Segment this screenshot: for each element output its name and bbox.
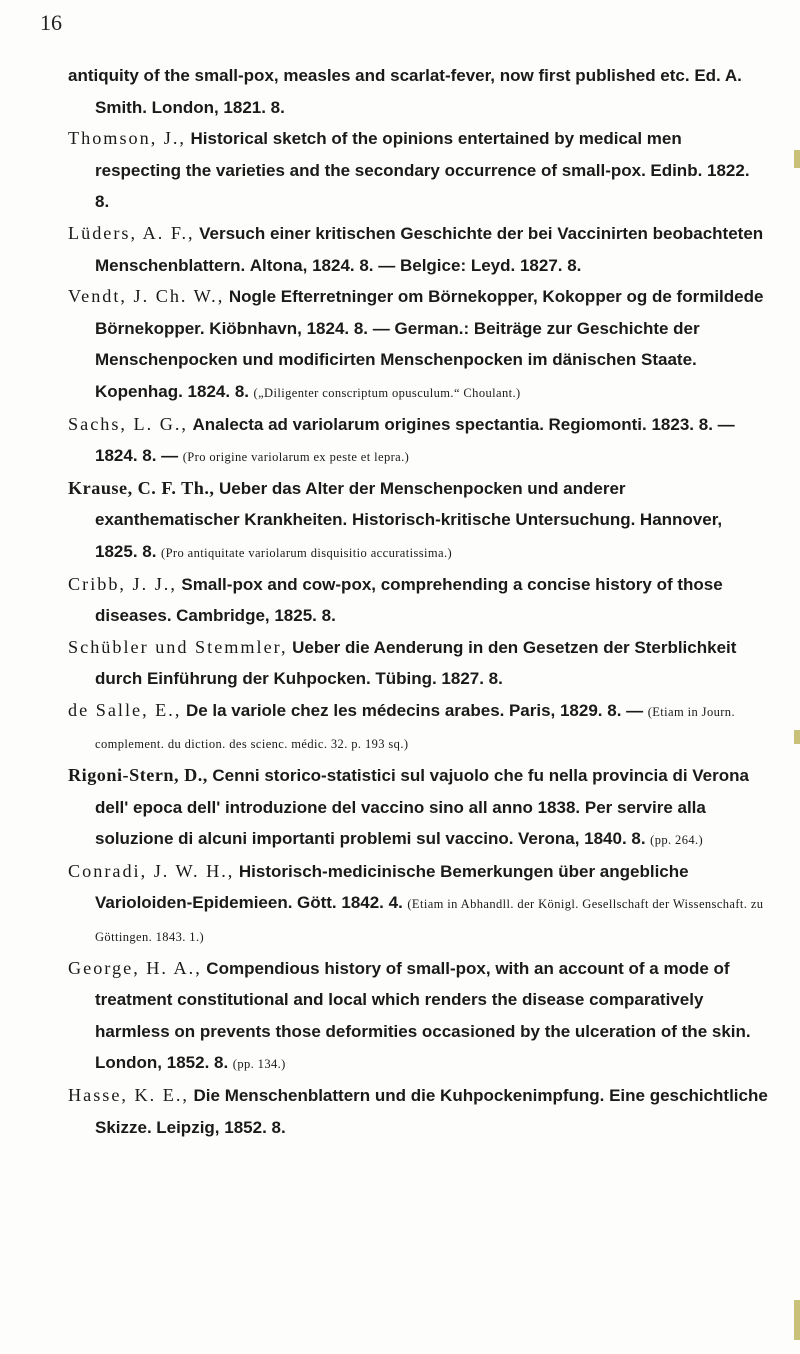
entry-author: Schübler und Stemmler, [68,636,288,657]
entry-title: Compendious history of small-pox, with an account of a mode of treatment constitutional and local which renders the disease comparatively harmless on prevents those deformities occasioned by the ulceration of the skin. [95,958,751,1041]
entry-author: Lüders, A. F., [68,222,195,243]
entry-author: Conradi, J. W. H., [68,860,235,881]
entry-imprint: Cambridge, 1825. 8. [176,606,336,626]
entry-title: Ueber das Alter der Menschenpocken und anderer exanthematischer Krankheiten. Historisch-kritische Untersuchung. [95,478,636,530]
page-edge-stain [794,150,800,168]
entry-note: (Etiam in Abhandll. der Königl. Gesellschaft der Wissenschaft. zu Göttingen. 1843. 1.) [95,897,764,945]
entry-note: (pp. 264.) [650,833,704,848]
bibliography-entry [68,569,768,632]
bibliography-entry [68,953,768,1080]
entry-title: Versuch einer kritischen Geschichte der bei Vaccinirten beobachteten Menschenblattern. [95,223,764,275]
entry-imprint: Leipzig, 1852. 8. [156,1117,286,1137]
entry-imprint: Kopenhag. 1824. 8. [95,381,249,401]
bibliography-entry: antiquity of the small-pox, measles and scarlat-fever, now first published etc. Ed. A. Smith. London, 1821. 8. [68,66,742,117]
entry-imprint: Hannover, 1825. 8. [95,510,723,561]
entry-title: Ueber die Aenderung in den Gesetzen der Sterblichkeit durch Einführung der Kuhpocken. [95,637,737,689]
page-number: 16 [40,10,62,35]
entry-imprint: Tübing. 1827. 8. [375,669,503,689]
bibliography-entry [68,473,768,569]
entry-author: Cribb, J. J., [68,573,177,594]
bibliography-entry [68,856,768,953]
entry-note: (Etiam in Journ. complement. du diction. des scienc. médic. 32. p. 193 sq.) [95,704,735,752]
entry-author: de Salle, E., [68,699,182,720]
entry-imprint: London, 1852. 8. [95,1053,229,1073]
bibliography-entry [68,760,768,856]
bibliography-entry [68,123,768,218]
entry-imprint: Altona, 1824. 8. — Belgice: Leyd. 1827. 8. [249,255,582,275]
bibliography-entry [68,632,768,695]
entry-author: Rigoni-Stern, D., [68,765,208,786]
entry-note: (pp. 134.) [232,1057,286,1072]
entry-note: („Diligenter conscriptum opusculum.“ Choulant.) [253,385,521,400]
entry-imprint: Regiomonti. 1823. 8. — 1824. 8. — [95,414,735,466]
entry-imprint: Gött. 1842. 4. [296,893,403,913]
entry-note: (Pro origine variolarum ex peste et lepra.) [182,450,410,465]
entry-title: Small-pox and cow-pox, comprehending a concise history of those diseases. [95,574,723,626]
entry-imprint: Paris, 1829. 8. — [508,700,644,720]
bibliography-list [68,60,768,1143]
entry-author: Krause, C. F. Th., [68,477,215,498]
entry-title: Historical sketch of the opinions entertained by medical men respecting the varieties and the secondary occurrence of small-pox. [95,129,682,180]
bibliography-entry [68,218,768,281]
entry-imprint: Verona, 1840. 8. [518,829,646,849]
entry-author: Hasse, K. E., [68,1085,189,1105]
entry-title: Analecta ad variolarum origines spectantia. [192,414,544,434]
entry-author: Thomson, J., [68,128,186,149]
bibliography-entry [68,409,768,473]
entry-author: Sachs, L. G., [68,413,188,434]
entry-author: Vendt, J. Ch. W., [68,286,225,307]
bibliography-entry [68,695,768,760]
entry-title: Nogle Efterretninger om Börnekopper, Kokopper og de formildede Börnekopper. Kiöbnhavn, 1824. 8. — German.: Beiträge zur Geschichte der Menschenpocken und modificirten Menschenpocken im dänischen Staate. [95,287,764,370]
entry-title: Historisch-medicinische Bemerkungen über angebliche Varioloiden-Epidemieen. [95,861,689,913]
entry-title: Die Menschenblattern und die Kuhpockenimpfung. Eine geschichtliche Skizze. [95,1086,768,1137]
bibliography-entry [68,1080,768,1143]
entry-title: De la variole chez les médecins arabes. [185,700,505,720]
entry-imprint: Edinb. 1822. 8. [95,160,750,212]
page-edge-stain [794,730,800,744]
entry-note: (Pro antiquitate variolarum disquisitio accuratissima.) [161,545,453,560]
entry-title: Cenni storico-statistici sul vajuolo che fu nella provincia di Verona dell' epoca dell' introduzione del vaccino sino all anno 1838. Per servire alla soluzione di alcuni importanti problemi sul vaccino. [95,766,749,849]
entry-author: George, H. A., [68,957,202,978]
bibliography-entry [68,281,768,408]
page-edge-stain [794,1300,800,1340]
